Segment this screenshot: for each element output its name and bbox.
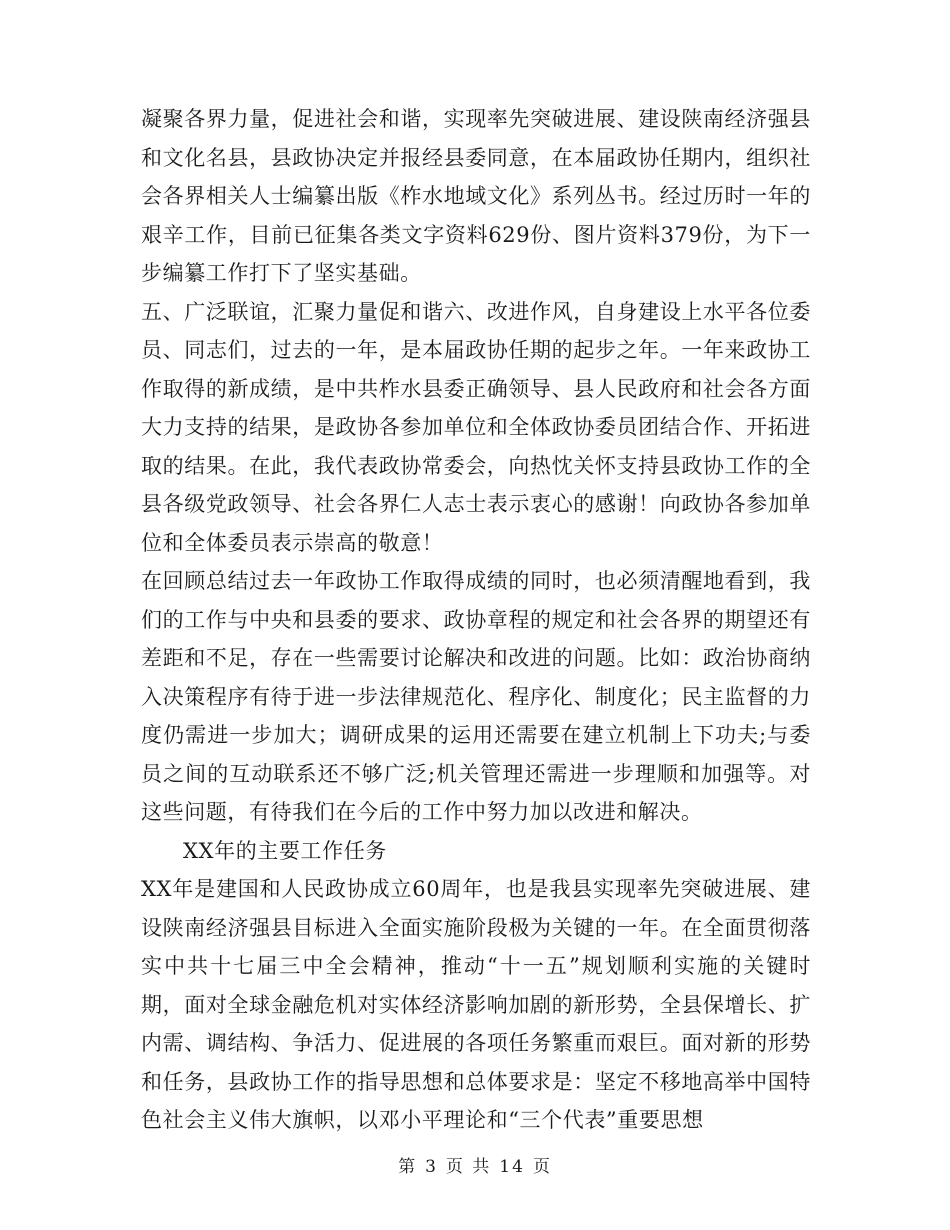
page-footer xyxy=(0,1152,950,1177)
footer-prefix: 第 xyxy=(398,1157,418,1177)
paragraph-culture-books: 凝聚各界力量，促进社会和谐，实现率先突破进展、建设陕南经济强县和文化名县，县政协决定并报经县委同意，在本届政协任期内，组织社会各界相关人士编纂出版《柞水地域文化》系列丛书。经过历时一年的艰辛工作，目前已征集各类文字资料629份、图片资料379份，为下一步编纂工作打下了坚实基础。 xyxy=(141,107,811,285)
document-body xyxy=(141,100,811,1140)
footer-total-pages: 14 xyxy=(499,1157,525,1177)
footer-middle: 页 共 xyxy=(445,1157,492,1177)
section-heading: XX年的主要工作任务 xyxy=(183,838,387,863)
footer-suffix: 页 xyxy=(532,1157,552,1177)
paragraph-main-tasks: XX年是建国和人民政协成立60周年，也是我县实现率先突破进展、建设陕南经济强县目标进入全面实施阶段极为关键的一年。在全面贯彻落实中共十七届三中全会精神，推动“十一五”规划顺利实施的关键时期，面对全球金融危机对实体经济影响加剧的新形势，全县保增长、扩内需、调结构、争活力、促进展的各项任务繁重而艰巨。面对新的形势和任务，县政协工作的指导思想和总体要求是：坚定不移地高举中国特色社会主义伟大旗帜，以邓小平理论和“三个代表”重要思想 xyxy=(141,877,812,1132)
paragraph-thanks: 五、广泛联谊，汇聚力量促和谐六、改进作风，自身建设上水平各位委员、同志们，过去的一年，是本届政协任期的起步之年。一年来政协工作取得的新成绩，是中共柞水县委正确领导、县人民政府和社会各方面大力支持的结果，是政协各参加单位和全体政协委员团结合作、开拓进取的结果。在此，我代表政协常委会，向热忱关怀支持县政协工作的全县各级党政领导、社会各界仁人志士表示衷心的感谢！向政协各参加单位和全体委员表示崇高的敬意！ xyxy=(141,299,811,555)
paragraph-shortcomings: 在回顾总结过去一年政协工作取得成绩的同时，也必须清醒地看到，我们的工作与中央和县委的要求、政协章程的规定和社会各界的期望还有差距和不足，存在一些需要讨论解决和改进的问题。比如：政治协商纳入决策程序有待于进一步法律规范化、程序化、制度化；民主监督的力度仍需进一步加大；调研成果的运用还需要在建立机制上下功夫;与委员之间的互动联系还不够广泛;机关管理还需进一步理顺和加强等。对这些问题，有待我们在今后的工作中努力加以改进和解决。 xyxy=(141,569,811,824)
footer-current-page: 3 xyxy=(425,1157,438,1177)
